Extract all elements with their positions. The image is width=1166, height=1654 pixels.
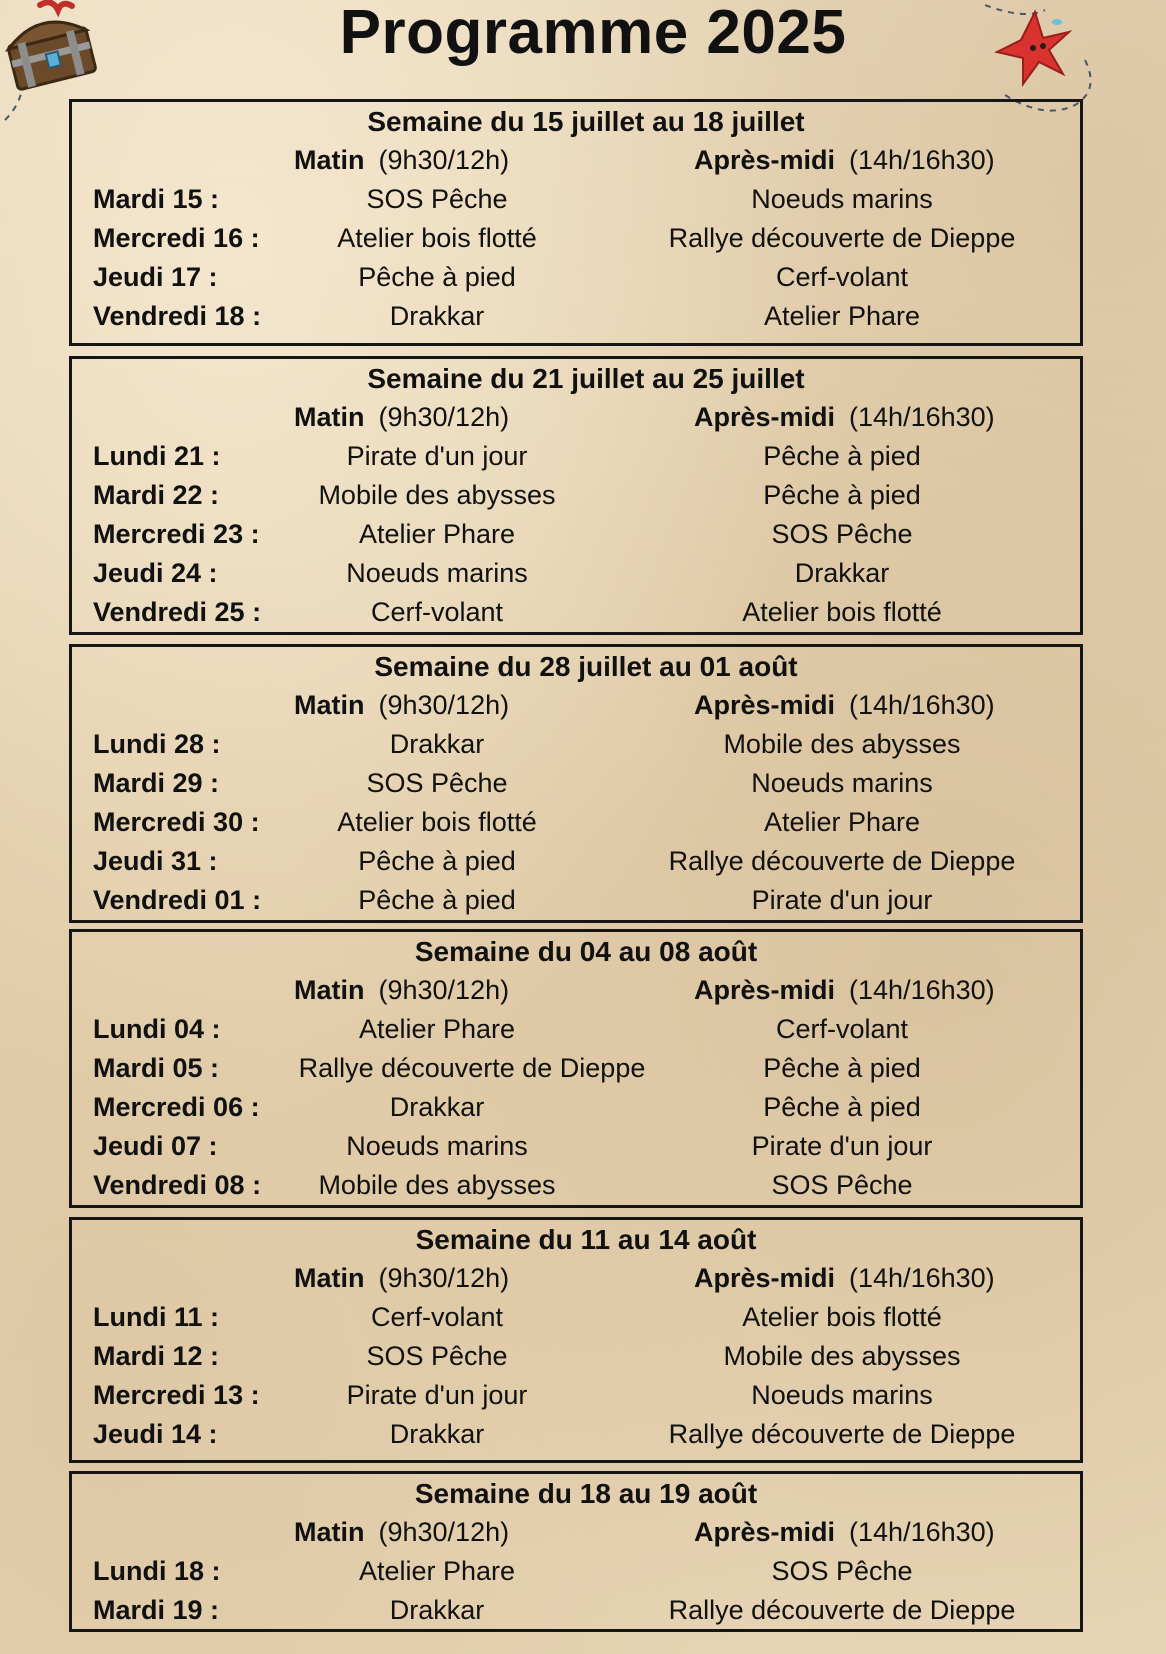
afternoon-header bbox=[694, 1260, 995, 1296]
table-row bbox=[72, 297, 1080, 336]
day-label: Vendredi 18 : bbox=[93, 301, 262, 331]
morning-header bbox=[294, 972, 509, 1008]
morning-hours: (9h30/12h) bbox=[378, 690, 510, 720]
morning-hours: (9h30/12h) bbox=[378, 402, 510, 432]
table-row bbox=[72, 842, 1080, 881]
morning-activity: Pêche à pied bbox=[358, 885, 516, 915]
afternoon-activity: Cerf-volant bbox=[775, 262, 909, 292]
morning-activity: Pêche à pied bbox=[358, 262, 516, 292]
morning-activity: SOS Pêche bbox=[366, 1341, 508, 1371]
week-block bbox=[69, 356, 1083, 635]
afternoon-activity: SOS Pêche bbox=[771, 519, 913, 549]
week-block bbox=[69, 1217, 1083, 1463]
afternoon-hours: (14h/16h30) bbox=[849, 1263, 995, 1293]
afternoon-activity: Pêche à pied bbox=[763, 480, 921, 510]
afternoon-activity: Rallye découverte de Dieppe bbox=[668, 1595, 1016, 1625]
morning-activity: Drakkar bbox=[389, 729, 485, 759]
afternoon-activity: Atelier bois flotté bbox=[742, 1302, 942, 1332]
morning-header bbox=[294, 1514, 509, 1550]
morning-header bbox=[294, 142, 509, 178]
day-label: Lundi 18 : bbox=[93, 1556, 221, 1586]
day-label: Mercredi 23 : bbox=[93, 519, 260, 549]
table-row bbox=[72, 1591, 1080, 1630]
morning-activity: Atelier Phare bbox=[358, 1014, 516, 1044]
day-label: Mercredi 30 : bbox=[93, 807, 260, 837]
afternoon-activity: Rallye découverte de Dieppe bbox=[668, 1419, 1016, 1449]
day-label: Mardi 12 : bbox=[93, 1341, 220, 1371]
morning-activity: Drakkar bbox=[389, 301, 485, 331]
afternoon-activity: Noeuds marins bbox=[751, 1380, 933, 1410]
week-title: Semaine du 15 juillet au 18 juillet bbox=[367, 106, 805, 137]
day-label: Mercredi 13 : bbox=[93, 1380, 260, 1410]
day-label: Mercredi 06 : bbox=[93, 1092, 260, 1122]
morning-activity: Mobile des abysses bbox=[318, 1170, 556, 1200]
table-row bbox=[72, 476, 1080, 515]
afternoon-activity: SOS Pêche bbox=[771, 1556, 913, 1586]
morning-hours: (9h30/12h) bbox=[378, 975, 510, 1005]
table-row bbox=[72, 1010, 1080, 1049]
morning-activity: Drakkar bbox=[389, 1419, 485, 1449]
day-label: Mardi 05 : bbox=[93, 1053, 220, 1083]
morning-hours: (9h30/12h) bbox=[378, 1263, 510, 1293]
week-title: Semaine du 04 au 08 août bbox=[414, 936, 758, 967]
morning-hours: (9h30/12h) bbox=[378, 145, 510, 175]
afternoon-hours: (14h/16h30) bbox=[849, 402, 995, 432]
morning-activity: Cerf-volant bbox=[370, 1302, 504, 1332]
week-title: Semaine du 11 au 14 août bbox=[415, 1224, 757, 1255]
day-label: Mardi 15 : bbox=[93, 184, 220, 214]
week-title: Semaine du 28 juillet au 01 août bbox=[374, 651, 798, 682]
afternoon-hours: (14h/16h30) bbox=[849, 690, 995, 720]
week-title: Semaine du 21 juillet au 25 juillet bbox=[367, 363, 805, 394]
morning-activity: Pirate d'un jour bbox=[346, 1380, 528, 1410]
afternoon-label: Après-midi bbox=[694, 145, 836, 175]
week-title: Semaine du 18 au 19 août bbox=[414, 1478, 758, 1509]
afternoon-activity: Atelier Phare bbox=[763, 301, 921, 331]
afternoon-label: Après-midi bbox=[694, 1517, 836, 1547]
morning-activity: Atelier Phare bbox=[358, 519, 516, 549]
morning-activity: Atelier bois flotté bbox=[337, 807, 537, 837]
afternoon-activity: Rallye découverte de Dieppe bbox=[668, 223, 1016, 253]
morning-label: Matin bbox=[294, 690, 365, 720]
table-row bbox=[72, 881, 1080, 920]
morning-header bbox=[294, 399, 509, 435]
afternoon-activity: Pirate d'un jour bbox=[751, 1131, 933, 1161]
afternoon-hours: (14h/16h30) bbox=[849, 1517, 995, 1547]
table-row bbox=[72, 725, 1080, 764]
week-block bbox=[69, 1471, 1083, 1632]
morning-activity: Drakkar bbox=[389, 1595, 485, 1625]
afternoon-header bbox=[694, 1514, 995, 1550]
table-row bbox=[72, 219, 1080, 258]
morning-activity: Atelier bois flotté bbox=[337, 223, 537, 253]
table-row bbox=[72, 593, 1080, 632]
day-label: Jeudi 14 : bbox=[93, 1419, 218, 1449]
table-row bbox=[72, 1552, 1080, 1591]
day-label: Vendredi 08 : bbox=[93, 1170, 262, 1200]
morning-activity: Drakkar bbox=[389, 1092, 485, 1122]
morning-header bbox=[294, 1260, 509, 1296]
table-row bbox=[72, 1127, 1080, 1166]
day-label: Lundi 04 : bbox=[93, 1014, 221, 1044]
table-row bbox=[72, 1166, 1080, 1205]
afternoon-label: Après-midi bbox=[694, 975, 836, 1005]
afternoon-header bbox=[694, 142, 995, 178]
afternoon-label: Après-midi bbox=[694, 1263, 836, 1293]
table-row bbox=[72, 1415, 1080, 1454]
morning-activity: Noeuds marins bbox=[346, 558, 528, 588]
table-row bbox=[72, 1088, 1080, 1127]
afternoon-header bbox=[694, 687, 995, 723]
table-row bbox=[72, 1337, 1080, 1376]
morning-hours: (9h30/12h) bbox=[378, 1517, 510, 1547]
table-row bbox=[72, 515, 1080, 554]
afternoon-activity: Pirate d'un jour bbox=[751, 885, 933, 915]
morning-activity: Atelier Phare bbox=[358, 1556, 516, 1586]
day-label: Lundi 21 : bbox=[93, 441, 221, 471]
table-row bbox=[72, 258, 1080, 297]
day-label: Jeudi 07 : bbox=[93, 1131, 218, 1161]
afternoon-hours: (14h/16h30) bbox=[849, 975, 995, 1005]
morning-activity: SOS Pêche bbox=[366, 184, 508, 214]
morning-activity: Pirate d'un jour bbox=[346, 441, 528, 471]
day-label: Mardi 19 : bbox=[93, 1595, 220, 1625]
morning-header bbox=[294, 687, 509, 723]
day-label: Mercredi 16 : bbox=[93, 223, 260, 253]
afternoon-activity: Pêche à pied bbox=[763, 441, 921, 471]
afternoon-header bbox=[694, 972, 995, 1008]
morning-activity: Noeuds marins bbox=[346, 1131, 528, 1161]
day-label: Vendredi 25 : bbox=[93, 597, 262, 627]
week-block bbox=[69, 99, 1083, 346]
afternoon-activity: Mobile des abysses bbox=[723, 1341, 961, 1371]
afternoon-activity: Rallye découverte de Dieppe bbox=[668, 846, 1016, 876]
day-label: Lundi 28 : bbox=[93, 729, 221, 759]
day-label: Lundi 11 : bbox=[93, 1302, 220, 1332]
afternoon-label: Après-midi bbox=[694, 690, 836, 720]
table-row bbox=[72, 180, 1080, 219]
morning-activity: Rallye découverte de Dieppe bbox=[298, 1053, 646, 1083]
morning-label: Matin bbox=[294, 1517, 365, 1547]
afternoon-activity: Cerf-volant bbox=[775, 1014, 909, 1044]
morning-activity: Pêche à pied bbox=[358, 846, 516, 876]
afternoon-hours: (14h/16h30) bbox=[849, 145, 995, 175]
afternoon-activity: SOS Pêche bbox=[771, 1170, 913, 1200]
day-label: Vendredi 01 : bbox=[93, 885, 262, 915]
afternoon-activity: Atelier Phare bbox=[763, 807, 921, 837]
table-row bbox=[72, 1049, 1080, 1088]
morning-activity: SOS Pêche bbox=[366, 768, 508, 798]
day-label: Jeudi 24 : bbox=[93, 558, 218, 588]
afternoon-activity: Drakkar bbox=[794, 558, 890, 588]
table-row bbox=[72, 803, 1080, 842]
afternoon-activity: Noeuds marins bbox=[751, 184, 933, 214]
table-row bbox=[72, 1298, 1080, 1337]
day-label: Mardi 29 : bbox=[93, 768, 220, 798]
table-row bbox=[72, 1376, 1080, 1415]
afternoon-label: Après-midi bbox=[694, 402, 836, 432]
week-block bbox=[69, 929, 1083, 1208]
morning-label: Matin bbox=[294, 975, 365, 1005]
afternoon-activity: Mobile des abysses bbox=[723, 729, 961, 759]
page-title: Programme 2025 bbox=[339, 0, 847, 67]
afternoon-activity: Atelier bois flotté bbox=[742, 597, 942, 627]
table-row bbox=[72, 437, 1080, 476]
week-block bbox=[69, 644, 1083, 923]
afternoon-header bbox=[694, 399, 995, 435]
table-row bbox=[72, 554, 1080, 593]
morning-label: Matin bbox=[294, 1263, 365, 1293]
morning-label: Matin bbox=[294, 145, 365, 175]
afternoon-activity: Noeuds marins bbox=[751, 768, 933, 798]
day-label: Mardi 22 : bbox=[93, 480, 220, 510]
table-row bbox=[72, 764, 1080, 803]
day-label: Jeudi 31 : bbox=[93, 846, 218, 876]
morning-label: Matin bbox=[294, 402, 365, 432]
morning-activity: Cerf-volant bbox=[370, 597, 504, 627]
afternoon-activity: Pêche à pied bbox=[763, 1092, 921, 1122]
day-label: Jeudi 17 : bbox=[93, 262, 218, 292]
morning-activity: Mobile des abysses bbox=[318, 480, 556, 510]
afternoon-activity: Pêche à pied bbox=[763, 1053, 921, 1083]
